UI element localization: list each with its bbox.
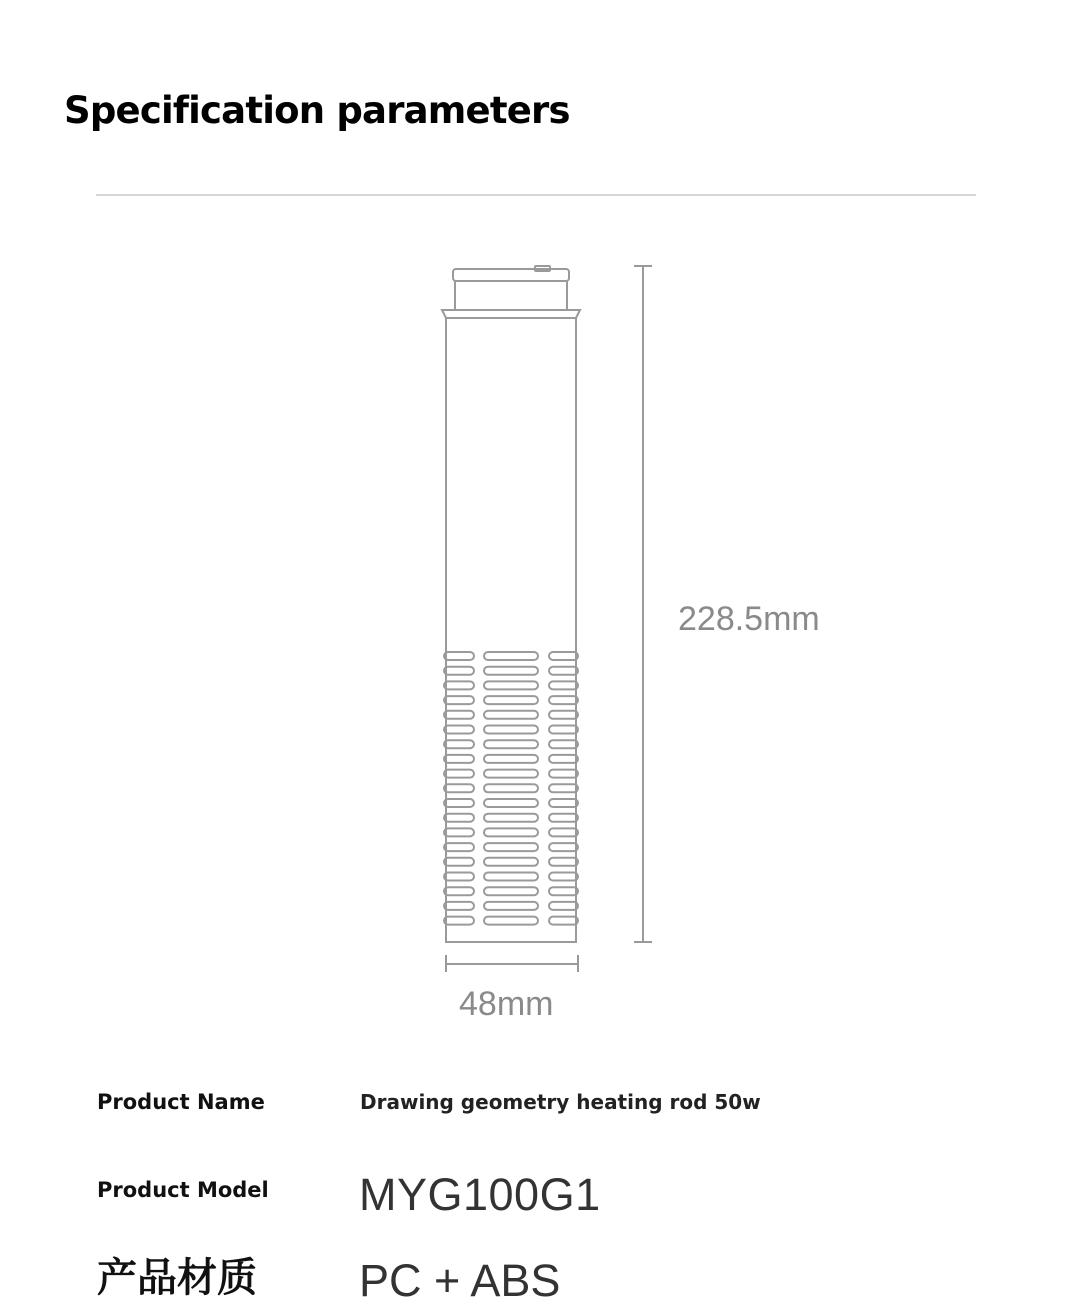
vent-slot <box>484 755 538 763</box>
vent-slot <box>549 799 578 807</box>
vent-slot <box>549 667 578 675</box>
vent-slot <box>444 873 474 881</box>
vent-slot <box>444 740 474 748</box>
vent-slot <box>484 784 538 792</box>
vent-slot <box>549 711 578 719</box>
vent-slot <box>444 828 474 836</box>
rod-body <box>446 318 576 942</box>
vent-slot <box>484 917 538 925</box>
vent-slot <box>444 814 474 822</box>
vent-slot <box>484 799 538 807</box>
rod-cap-neck <box>455 281 567 310</box>
spec-label-material: 产品材质 <box>97 1255 257 1301</box>
vent-slot <box>484 696 538 704</box>
vent-slot <box>484 858 538 866</box>
vent-slot <box>444 755 474 763</box>
vent-slot <box>484 873 538 881</box>
spec-label-product-model: Product Model <box>97 1178 269 1202</box>
vent-slot <box>484 828 538 836</box>
vent-slot <box>484 711 538 719</box>
vent-slot <box>444 726 474 734</box>
vent-slot <box>444 902 474 910</box>
vent-slot <box>549 726 578 734</box>
height-dimension-line <box>634 266 652 942</box>
vent-slot <box>549 873 578 881</box>
vent-slot <box>444 799 474 807</box>
vent-slot <box>444 681 474 689</box>
vent-slot <box>484 667 538 675</box>
vent-slot <box>444 784 474 792</box>
vent-slot <box>484 726 538 734</box>
spec-label-product-name: Product Name <box>97 1090 265 1114</box>
spec-value-product-name: Drawing geometry heating rod 50w <box>360 1090 761 1114</box>
spec-value-material: PC + ABS <box>359 1255 561 1306</box>
vent-slot <box>549 755 578 763</box>
page-title: Specification parameters <box>64 89 570 132</box>
vent-slot <box>484 902 538 910</box>
vent-slot <box>549 814 578 822</box>
vent-slot <box>444 667 474 675</box>
vent-slot <box>484 887 538 895</box>
rod-flange <box>442 310 580 318</box>
vent-slot <box>444 652 474 660</box>
width-dimension-line <box>446 955 578 972</box>
vent-slot <box>484 770 538 778</box>
vent-slot <box>444 917 474 925</box>
vent-slot <box>549 740 578 748</box>
vent-slot <box>444 858 474 866</box>
vent-slot <box>444 696 474 704</box>
vent-slot-grid <box>444 652 578 925</box>
width-dimension-label: 48mm <box>459 985 554 1023</box>
vent-slot <box>444 770 474 778</box>
vent-slot <box>549 843 578 851</box>
vent-slot <box>549 681 578 689</box>
vent-slot <box>484 681 538 689</box>
vent-slot <box>549 858 578 866</box>
heating-rod-outline <box>442 266 580 942</box>
vent-slot <box>549 784 578 792</box>
vent-slot <box>549 917 578 925</box>
vent-slot <box>549 652 578 660</box>
vent-slot <box>549 696 578 704</box>
vent-slot <box>444 843 474 851</box>
height-dimension-label: 228.5mm <box>678 600 820 638</box>
vent-slot <box>484 814 538 822</box>
vent-slot <box>549 902 578 910</box>
spec-value-product-model: MYG100G1 <box>359 1169 601 1220</box>
vent-slot <box>484 740 538 748</box>
vent-slot <box>444 887 474 895</box>
vent-slot <box>484 652 538 660</box>
rod-cap-lid <box>453 269 569 281</box>
vent-slot <box>549 887 578 895</box>
vent-slot <box>484 843 538 851</box>
vent-slot <box>549 828 578 836</box>
vent-slot <box>549 770 578 778</box>
vent-slot <box>444 711 474 719</box>
